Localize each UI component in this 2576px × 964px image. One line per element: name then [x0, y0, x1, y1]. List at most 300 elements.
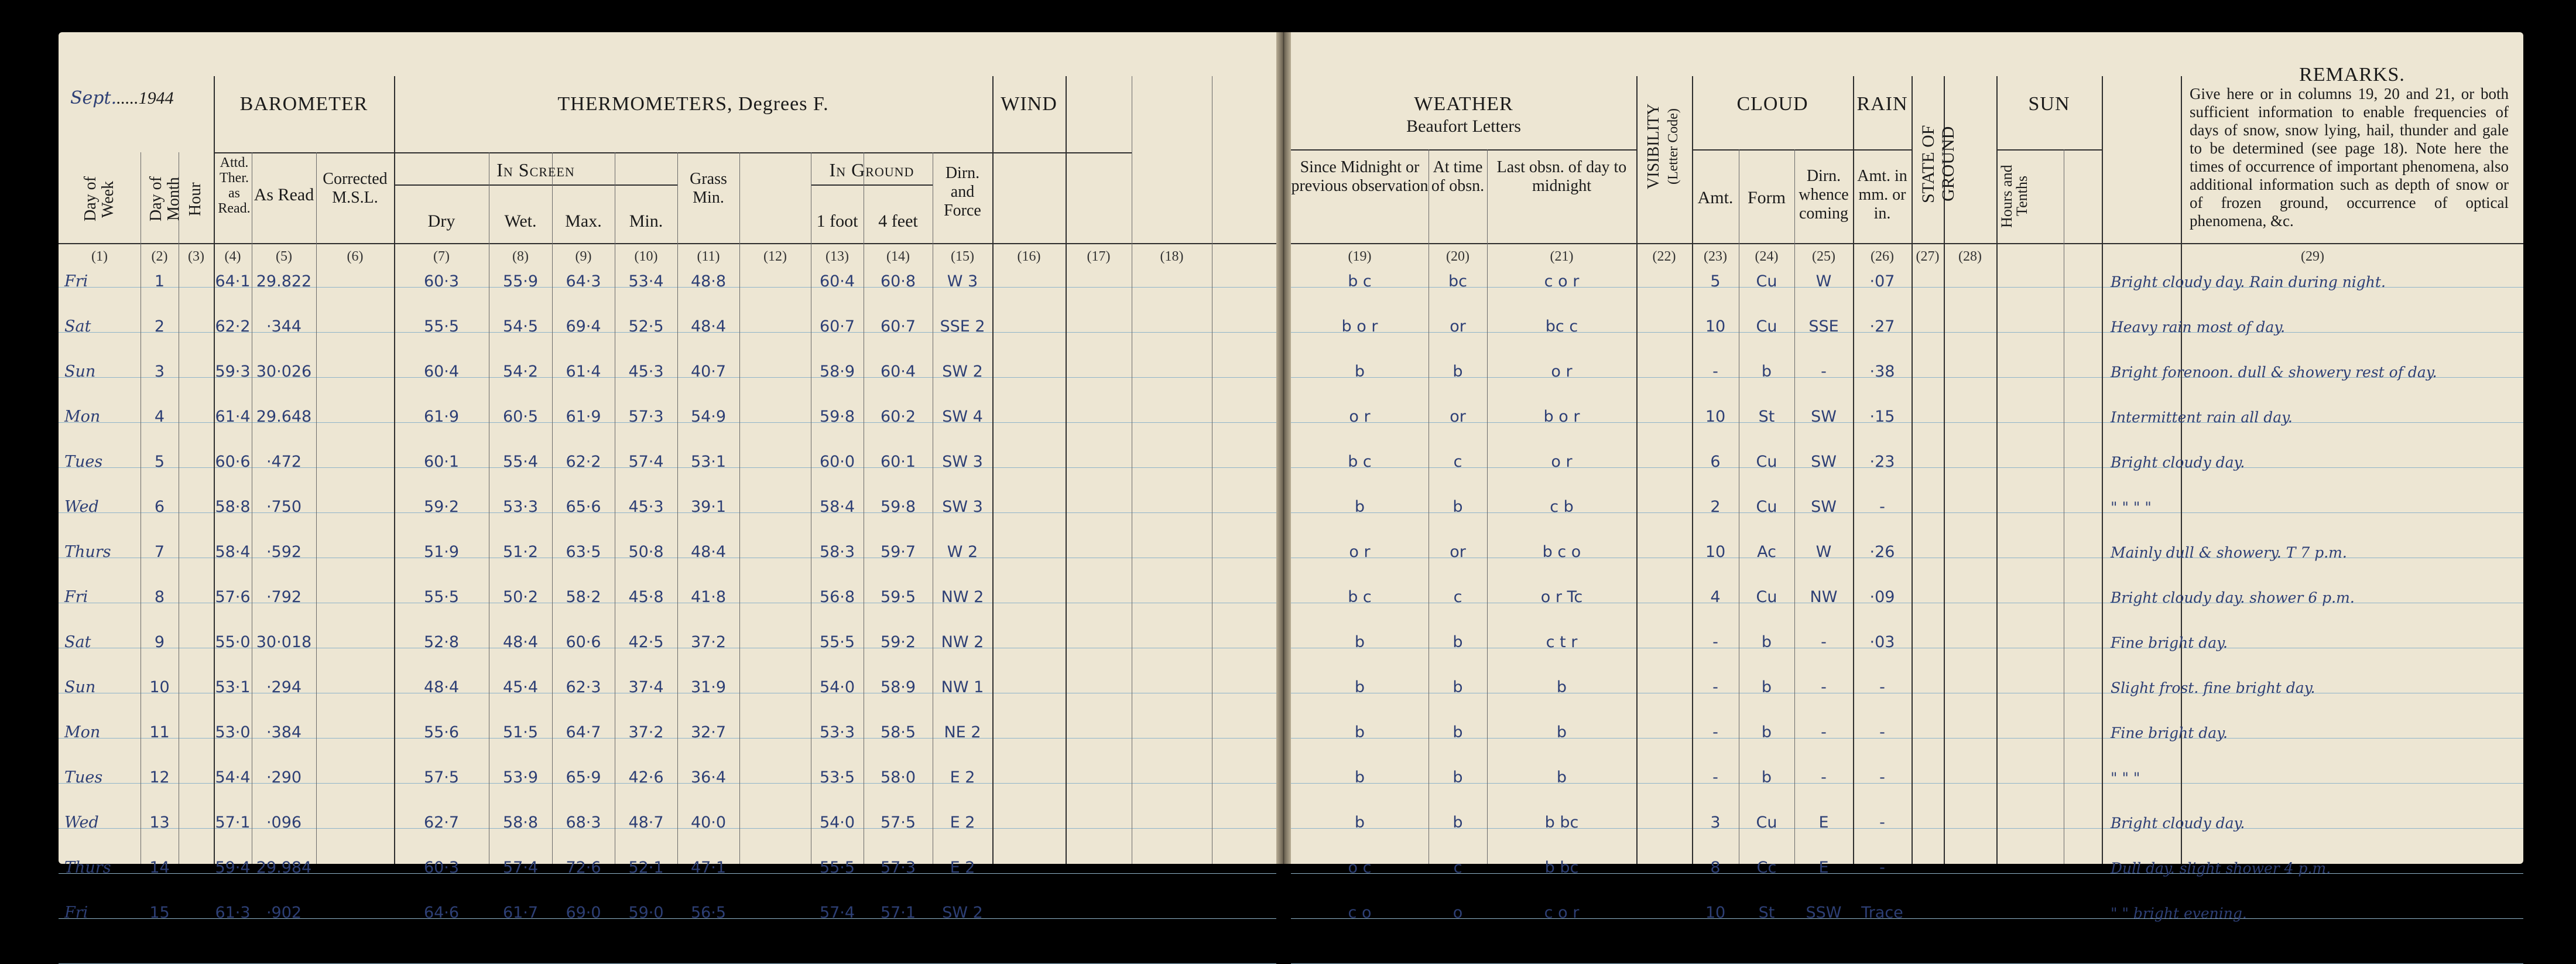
column-number: (12) — [763, 249, 787, 264]
visibility-header: VISIBILITY — [1645, 103, 1663, 190]
column-number: (17) — [1087, 249, 1111, 264]
cell-attd: 61·3 — [215, 904, 251, 922]
cell-wind: W 3 — [947, 272, 978, 290]
cell-dir: SW — [1811, 453, 1837, 471]
column-number: (10) — [634, 249, 658, 264]
cell-ft1: 59·8 — [819, 408, 855, 426]
rain-header: RAIN — [1856, 93, 1908, 115]
cell-dom: 7 — [154, 543, 165, 561]
cloud-header: CLOUD — [1736, 93, 1808, 115]
cell-max: 68·3 — [566, 813, 601, 832]
cell-ft4: 57·5 — [880, 813, 916, 832]
cell-dow: Sun — [64, 678, 96, 696]
cell-grass: 39·1 — [690, 498, 727, 516]
cell-dir: E — [1818, 813, 1829, 832]
header-bottom-rule — [1291, 243, 2523, 244]
cell-min: 45·3 — [628, 363, 664, 381]
cell-max: 58·2 — [566, 588, 601, 606]
cell-ft4: 60·4 — [880, 363, 916, 381]
cell-wet: 53·9 — [502, 768, 539, 787]
remark-entry: " " " " — [2111, 499, 2152, 516]
date-header — [70, 88, 211, 109]
cell-read: ·096 — [266, 813, 302, 832]
remarks-instructions: Give here or in columns 19, 20 and 21, or both sufficient information to enable frequencies of days of snow, snow lying, hail, thunder and gale to be determined (see page 18). Note here the times of occurrence of important phenomena, also additional information such as depth of snow or of frozen ground, occurrence of optical phenomena, &c. — [2190, 85, 2509, 230]
sun-header: SUN — [2028, 93, 2070, 115]
cell-ft1: 60·7 — [819, 317, 855, 336]
attd-ther-header: Attd. Ther. as Read. — [218, 155, 251, 216]
hours-tenths-header: Hours and Tenths — [1998, 165, 2030, 228]
cell-camt: 2 — [1710, 498, 1721, 516]
cell-dow: Sat — [64, 317, 91, 336]
left-page — [59, 32, 1276, 922]
cell-dom: 9 — [154, 633, 165, 651]
cell-wind: E 2 — [950, 859, 975, 877]
cell-dir: - — [1821, 723, 1827, 741]
cell-ft1: 54·0 — [819, 813, 855, 832]
cell-rain: ·26 — [1869, 543, 1895, 561]
cell-form: b — [1761, 678, 1772, 696]
barometer-header: BAROMETER — [239, 93, 368, 115]
cell-rain: ·07 — [1869, 272, 1895, 290]
cell-at: b — [1453, 678, 1463, 696]
group-line — [992, 76, 994, 864]
cell-at: b — [1453, 813, 1463, 832]
cell-dry: 52·8 — [423, 633, 460, 651]
cell-wet: 58·8 — [502, 813, 539, 832]
cell-at: or — [1450, 317, 1466, 336]
cell-wind: NW 2 — [941, 633, 984, 651]
column-number: (1) — [91, 249, 108, 264]
remark-entry: Dull day. slight shower 4 p.m. — [2111, 860, 2331, 877]
cell-camt: - — [1712, 678, 1718, 696]
cell-rain: ·38 — [1869, 363, 1895, 381]
cell-grass: 36·4 — [690, 768, 727, 787]
cell-dry: 59·2 — [423, 498, 460, 516]
cell-rain: Trace — [1861, 904, 1903, 922]
cell-camt: 10 — [1705, 408, 1726, 426]
column-number: (28) — [1958, 249, 1982, 264]
cell-since: o r — [1349, 543, 1371, 561]
remarks-title: REMARKS. — [2299, 64, 2405, 86]
remark-entry: Bright cloudy day. — [2111, 815, 2245, 832]
header-mid-rule — [214, 152, 1132, 153]
cell-last: o r — [1551, 453, 1573, 471]
cell-wet: 54·2 — [502, 363, 539, 381]
cell-at: b — [1453, 723, 1463, 741]
cell-wet: 60·5 — [502, 408, 539, 426]
cell-wind: SW 3 — [942, 453, 983, 471]
cell-dom: 12 — [149, 768, 170, 787]
weather-header: WEATHER — [1414, 93, 1513, 115]
cell-ft4: 58·9 — [880, 678, 916, 696]
cell-attd: 58·4 — [215, 543, 251, 561]
cell-form: Cc — [1756, 859, 1777, 877]
book-gutter — [1276, 32, 1291, 864]
cell-last: o r — [1551, 363, 1573, 381]
header-bottom-rule — [59, 243, 1276, 244]
cell-dry: 48·4 — [423, 678, 460, 696]
cell-dir: - — [1821, 633, 1827, 651]
cell-dry: 60·1 — [423, 453, 460, 471]
thermometers-header: THERMOMETERS, Degrees F. — [557, 93, 829, 115]
cell-rain: ·15 — [1869, 408, 1895, 426]
cell-dow: Thurs — [64, 859, 111, 877]
cell-camt: - — [1712, 633, 1718, 651]
cell-max: 69·0 — [566, 904, 601, 922]
year-label: 1944 — [138, 88, 174, 108]
column-number: (19) — [1348, 249, 1372, 264]
group-line — [1912, 76, 1913, 864]
cell-wind: E 2 — [950, 768, 975, 787]
cell-at: bc — [1448, 272, 1467, 290]
cell-max: 64·3 — [566, 272, 601, 290]
cell-dry: 55·5 — [423, 317, 460, 336]
cell-camt: 6 — [1710, 453, 1721, 471]
cell-dry: 62·7 — [423, 813, 460, 832]
column-number: (11) — [697, 249, 720, 264]
column-number: (8) — [512, 249, 529, 264]
cell-attd: 60·6 — [215, 453, 251, 471]
hour-header: Hour — [186, 182, 204, 216]
column-number: (18) — [1160, 249, 1184, 264]
column-number: (15) — [951, 249, 974, 264]
group-line — [1636, 76, 1638, 864]
cell-ft4: 60·8 — [880, 272, 916, 290]
cell-grass: 40·7 — [690, 363, 727, 381]
cell-since: c o — [1348, 904, 1372, 922]
column-number: (22) — [1652, 249, 1676, 264]
cell-dom: 13 — [149, 813, 170, 832]
column-number: (25) — [1812, 249, 1835, 264]
wind-dirn-force-header: Dirn. and Force — [944, 164, 981, 220]
cell-ft4: 57·3 — [880, 859, 916, 877]
cell-form: Ac — [1757, 543, 1776, 561]
weather-sub-rule — [1291, 149, 1636, 151]
cell-dir: NW — [1810, 588, 1838, 606]
cell-grass: 31·9 — [690, 678, 727, 696]
cell-max: 60·6 — [566, 633, 601, 651]
cell-wet: 53·3 — [502, 498, 539, 516]
cell-dry: 60·4 — [423, 363, 460, 381]
cell-min: 53·4 — [628, 272, 664, 290]
cell-ft4: 60·7 — [880, 317, 916, 336]
cell-attd: 54·4 — [215, 768, 251, 787]
cell-attd: 58·8 — [215, 498, 251, 516]
cell-ft1: 55·5 — [819, 633, 855, 651]
cell-since: b c — [1348, 272, 1372, 290]
cell-dow: Tues — [64, 453, 103, 471]
cell-form: Cu — [1756, 588, 1777, 606]
four-feet-header: 4 feet — [878, 211, 918, 231]
column-number: (3) — [188, 249, 204, 264]
column-number: (13) — [825, 249, 849, 264]
cell-read: ·750 — [266, 498, 302, 516]
cell-since: b c — [1348, 453, 1372, 471]
column-number: (20) — [1446, 249, 1469, 264]
cell-dom: 11 — [149, 723, 170, 741]
cell-camt: - — [1712, 363, 1718, 381]
cell-max: 69·4 — [566, 317, 601, 336]
cell-dow: Wed — [64, 813, 99, 832]
cell-wind: NE 2 — [944, 723, 981, 741]
cell-since: b — [1354, 678, 1365, 696]
cell-grass: 32·7 — [690, 723, 727, 741]
cell-min: 59·0 — [628, 904, 664, 922]
cell-last: b bc — [1544, 813, 1579, 832]
cell-form: b — [1761, 768, 1772, 787]
one-foot-header: 1 foot — [816, 211, 858, 231]
cell-dow: Mon — [64, 408, 101, 426]
cell-ft4: 59·8 — [880, 498, 916, 516]
cell-ft1: 58·3 — [819, 543, 855, 561]
corrected-msl-header: Corrected M.S.L. — [323, 170, 388, 207]
cell-dom: 3 — [154, 363, 165, 381]
dry-header: Dry — [427, 211, 455, 231]
cell-read: 29.822 — [256, 272, 312, 290]
cell-camt: 10 — [1705, 317, 1726, 336]
cell-dry: 57·5 — [423, 768, 460, 787]
cell-form: Cu — [1756, 272, 1777, 290]
cell-grass: 40·0 — [690, 813, 727, 832]
rain-amt-header: Amt. in mm. or in. — [1857, 167, 1907, 223]
cell-dom: 10 — [149, 678, 170, 696]
cell-form: Cu — [1756, 498, 1777, 516]
cell-wind: NW 2 — [941, 588, 984, 606]
cell-dry: 60·3 — [423, 859, 460, 877]
cell-at: c — [1453, 859, 1462, 877]
cell-since: b c — [1348, 588, 1372, 606]
cell-attd: 64·1 — [215, 272, 251, 290]
cell-ft4: 58·5 — [880, 723, 916, 741]
cell-rain: ·09 — [1869, 588, 1895, 606]
cell-wet: 57·4 — [502, 859, 539, 877]
cell-wind: W 2 — [947, 543, 978, 561]
column-number: (7) — [433, 249, 450, 264]
column-number: (14) — [886, 249, 910, 264]
cell-dow: Tues — [64, 768, 103, 787]
group-line — [1066, 76, 1067, 864]
cell-dry: 55·5 — [423, 588, 460, 606]
cell-attd: 62·2 — [215, 317, 251, 336]
column-number: (9) — [575, 249, 592, 264]
in-screen-header: In Screen — [496, 159, 575, 180]
cell-ft1: 53·3 — [819, 723, 855, 741]
cell-ft4: 59·7 — [880, 543, 916, 561]
cell-attd: 55·0 — [215, 633, 251, 651]
cell-ft1: 56·8 — [819, 588, 855, 606]
remark-entry: Heavy rain most of day. — [2111, 319, 2286, 336]
cell-read: 30·026 — [256, 363, 312, 381]
cell-min: 57·4 — [628, 453, 664, 471]
remark-entry: Mainly dull & showery. T 7 p.m. — [2111, 544, 2347, 561]
rain-sub-rule — [1853, 149, 1912, 151]
column-number: (24) — [1755, 249, 1779, 264]
cell-max: 62·2 — [566, 453, 601, 471]
cloud-sub-rule — [1692, 149, 1853, 151]
cell-last: b c o — [1542, 543, 1581, 561]
remark-entry: " " " — [2111, 770, 2140, 787]
wind-header: WIND — [1001, 93, 1057, 115]
cell-read: ·472 — [266, 453, 302, 471]
month-label: Sept. — [70, 88, 117, 108]
cell-wet: 55·9 — [502, 272, 539, 290]
cell-grass: 47·1 — [690, 859, 727, 877]
cell-read: 29.984 — [256, 859, 312, 877]
cell-dry: 60·3 — [423, 272, 460, 290]
cell-ft1: 53·5 — [819, 768, 855, 787]
cell-grass: 56·5 — [690, 904, 727, 922]
cell-dom: 1 — [154, 272, 165, 290]
cell-form: St — [1758, 408, 1775, 426]
column-number: (29) — [2301, 249, 2324, 264]
cell-ft4: 59·2 — [880, 633, 916, 651]
cell-camt: 4 — [1710, 588, 1721, 606]
cell-wet: 45·4 — [502, 678, 539, 696]
cell-wind: SW 4 — [942, 408, 983, 426]
cell-rain: - — [1879, 498, 1885, 516]
cell-ft1: 55·5 — [819, 859, 855, 877]
cell-at: c — [1453, 453, 1462, 471]
sun-sub-rule — [1996, 149, 2102, 151]
cell-camt: 3 — [1710, 813, 1721, 832]
cell-dow: Thurs — [64, 543, 111, 561]
cell-dir: - — [1821, 363, 1827, 381]
cell-at: o — [1453, 904, 1463, 922]
beaufort-header: Beaufort Letters — [1406, 117, 1521, 136]
cell-dow: Fri — [64, 904, 88, 922]
max-header: Max. — [565, 211, 602, 231]
cell-since: b — [1354, 813, 1365, 832]
cell-grass: 48·8 — [690, 272, 727, 290]
min-header: Min. — [629, 211, 663, 231]
cell-camt: - — [1712, 768, 1718, 787]
last-obsn-header: Last obsn. of day to midnight — [1496, 158, 1627, 195]
cell-wet: 50·2 — [502, 588, 539, 606]
cell-at: or — [1450, 408, 1466, 426]
group-line — [1996, 76, 1998, 864]
cell-attd: 57·1 — [215, 813, 251, 832]
cell-at: or — [1450, 543, 1466, 561]
cell-dow: Sun — [64, 363, 96, 381]
cell-max: 65·6 — [566, 498, 601, 516]
cell-dow: Fri — [64, 272, 88, 290]
cell-max: 65·9 — [566, 768, 601, 787]
cell-read: ·902 — [266, 904, 302, 922]
cell-dow: Wed — [64, 498, 99, 516]
cell-dom: 15 — [149, 904, 170, 922]
cell-wet: 61·7 — [502, 904, 539, 922]
cell-rain: - — [1879, 859, 1885, 877]
cell-last: b o r — [1543, 408, 1580, 426]
cell-grass: 48·4 — [690, 543, 727, 561]
cell-min: 48·7 — [628, 813, 664, 832]
cell-grass: 53·1 — [690, 453, 727, 471]
cell-camt: 10 — [1705, 904, 1726, 922]
cell-read: 30·018 — [256, 633, 312, 651]
cell-rain: ·27 — [1869, 317, 1895, 336]
cell-min: 45·3 — [628, 498, 664, 516]
cell-dry: 61·9 — [423, 408, 460, 426]
cell-wet: 54·5 — [502, 317, 539, 336]
grass-min-header: Grass Min. — [690, 170, 727, 207]
cell-last: o r Tc — [1540, 588, 1583, 606]
cell-attd: 53·0 — [215, 723, 251, 741]
cell-dir: W — [1815, 543, 1832, 561]
cell-last: b — [1556, 723, 1567, 741]
cell-wet: 51·2 — [502, 543, 539, 561]
cell-form: b — [1761, 363, 1772, 381]
cell-ft1: 58·4 — [819, 498, 855, 516]
remark-entry: Intermittent rain all day. — [2111, 409, 2293, 426]
cell-read: ·344 — [266, 317, 302, 336]
cell-ft1: 60·4 — [819, 272, 855, 290]
cell-dir: W — [1815, 272, 1832, 290]
cell-max: 72·6 — [566, 859, 601, 877]
cell-read: ·792 — [266, 588, 302, 606]
cell-at: b — [1453, 498, 1463, 516]
cloud-dirn-header: Dirn. whence coming — [1799, 167, 1849, 223]
cell-wet: 48·4 — [502, 633, 539, 651]
cell-max: 63·5 — [566, 543, 601, 561]
cell-attd: 59·4 — [215, 859, 251, 877]
cell-max: 61·4 — [566, 363, 601, 381]
column-number: (4) — [224, 249, 241, 264]
letter-code-header: (Letter Code) — [1666, 108, 1681, 184]
cell-dir: - — [1821, 768, 1827, 787]
column-number: (21) — [1550, 249, 1574, 264]
in-ground-rule — [811, 184, 933, 186]
column-number: (26) — [1871, 249, 1894, 264]
cell-dir: SW — [1811, 498, 1837, 516]
cell-wind: E 2 — [950, 813, 975, 832]
cell-read: 29.648 — [256, 408, 312, 426]
remark-entry: Fine bright day. — [2111, 724, 2228, 741]
cell-read: ·290 — [266, 768, 302, 787]
day-of-month-header: Day of Month — [147, 176, 183, 222]
cell-rain: - — [1879, 813, 1885, 832]
remark-entry: Bright cloudy day. — [2111, 454, 2245, 471]
cell-since: b o r — [1341, 317, 1378, 336]
cell-min: 37·4 — [628, 678, 664, 696]
column-number: (5) — [276, 249, 292, 264]
cell-attd: 57·6 — [215, 588, 251, 606]
cell-rain: - — [1879, 723, 1885, 741]
cell-form: Cu — [1756, 813, 1777, 832]
cell-min: 45·8 — [628, 588, 664, 606]
cell-rain: - — [1879, 768, 1885, 787]
state-of-ground-header: STATE OF GROUND — [1919, 125, 1958, 203]
cell-ft1: 57·4 — [819, 904, 855, 922]
cell-last: bc c — [1545, 317, 1578, 336]
in-ground-header: In Ground — [829, 159, 914, 180]
remark-entry: Bright forenoon. dull & showery rest of day. — [2111, 364, 2437, 381]
cloud-amt-header: Amt. — [1697, 188, 1734, 207]
cell-ft4: 59·5 — [880, 588, 916, 606]
cell-at: b — [1453, 768, 1463, 787]
cell-wet: 51·5 — [502, 723, 539, 741]
cell-last: c t r — [1546, 633, 1578, 651]
cell-dow: Mon — [64, 723, 101, 741]
cell-since: b — [1354, 363, 1365, 381]
cloud-form-header: Form — [1747, 188, 1786, 207]
cell-wind: SW 2 — [942, 904, 983, 922]
cell-camt: 5 — [1710, 272, 1721, 290]
cell-dow: Fri — [64, 588, 88, 606]
as-read-header: As Read — [254, 185, 314, 204]
column-number: (16) — [1017, 249, 1041, 264]
cell-dry: 55·6 — [423, 723, 460, 741]
cell-wind: SW 2 — [942, 363, 983, 381]
